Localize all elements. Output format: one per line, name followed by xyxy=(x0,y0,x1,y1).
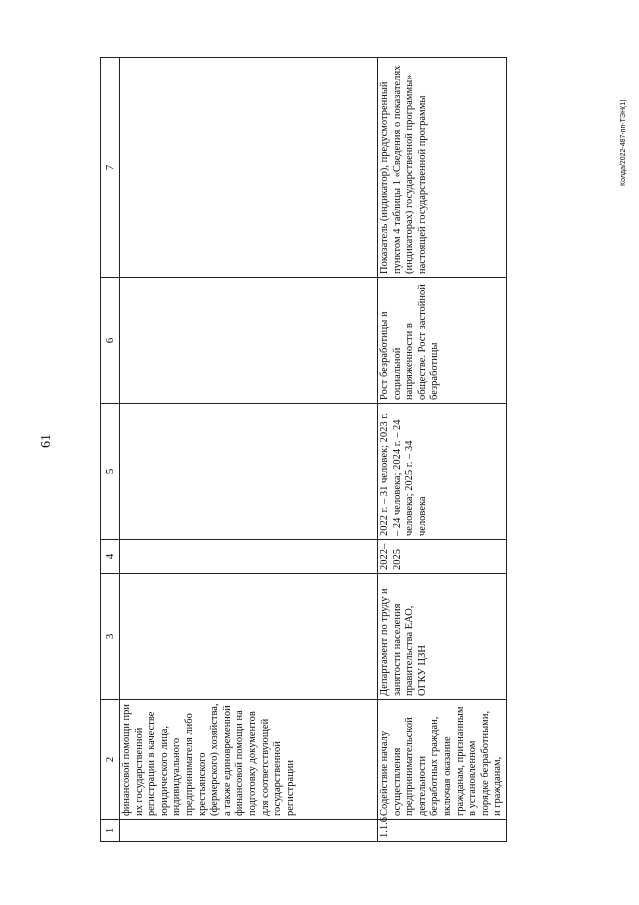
program-table xyxy=(100,58,504,842)
indicator-link-cell xyxy=(120,58,378,278)
table-row xyxy=(378,58,507,842)
document-id: Колда/2022-487-пп-ТЭН(1) xyxy=(620,99,627,186)
period-cell: 2022–2025 xyxy=(378,540,507,574)
expected-result-cell: 2022 г. – 31 человек; 2023 г. – 24 человека; 2024 г. – 24 человека; 2025 г. – 34 человека xyxy=(378,404,507,540)
column-header: 6 xyxy=(101,278,120,404)
row-number-cell: 1.1.6 xyxy=(378,820,507,842)
executor-cell xyxy=(120,574,378,700)
column-header: 1 xyxy=(101,820,120,842)
table-header-row xyxy=(101,58,120,842)
consequences-cell xyxy=(120,278,378,404)
period-cell xyxy=(120,540,378,574)
page-number: 61 xyxy=(39,434,54,448)
column-header: 2 xyxy=(101,700,120,820)
column-header: 4 xyxy=(101,540,120,574)
column-header: 3 xyxy=(101,574,120,700)
measure-name-cell: финансовой помощи при их государственной регистрации в качестве юридического лица, индивидуального предпринимателя либо крестьянского (фермерского) хозяйства, а также единовременной финансовой помощи на подготовку документов для соответствующей государственной регистрации xyxy=(120,700,378,820)
column-header: 5 xyxy=(101,404,120,540)
consequences-cell: Рост безработицы и социальной напряженности в обществе. Рост застойной безработицы xyxy=(378,278,507,404)
row-number-cell xyxy=(120,820,378,842)
expected-result-cell xyxy=(120,404,378,540)
column-header: 7 xyxy=(101,58,120,278)
indicator-link-cell: Показатель (индикатор), предусмотренный пунктом 4 таблицы 1 «Сведения о показателях (индикаторах) государственной программы» настоящей государственной программы xyxy=(378,58,507,278)
table-row xyxy=(120,58,378,842)
executor-cell: Департамент по труду и занятости населения правительства ЕАО, ОГКУ ЦЗН xyxy=(378,574,507,700)
measure-name-cell: Содействие началу осуществления предпринимательской деятельности безработных граждан, включая оказание гражданам, признанным в установленном порядке безработными, и гражданам, xyxy=(378,700,507,820)
